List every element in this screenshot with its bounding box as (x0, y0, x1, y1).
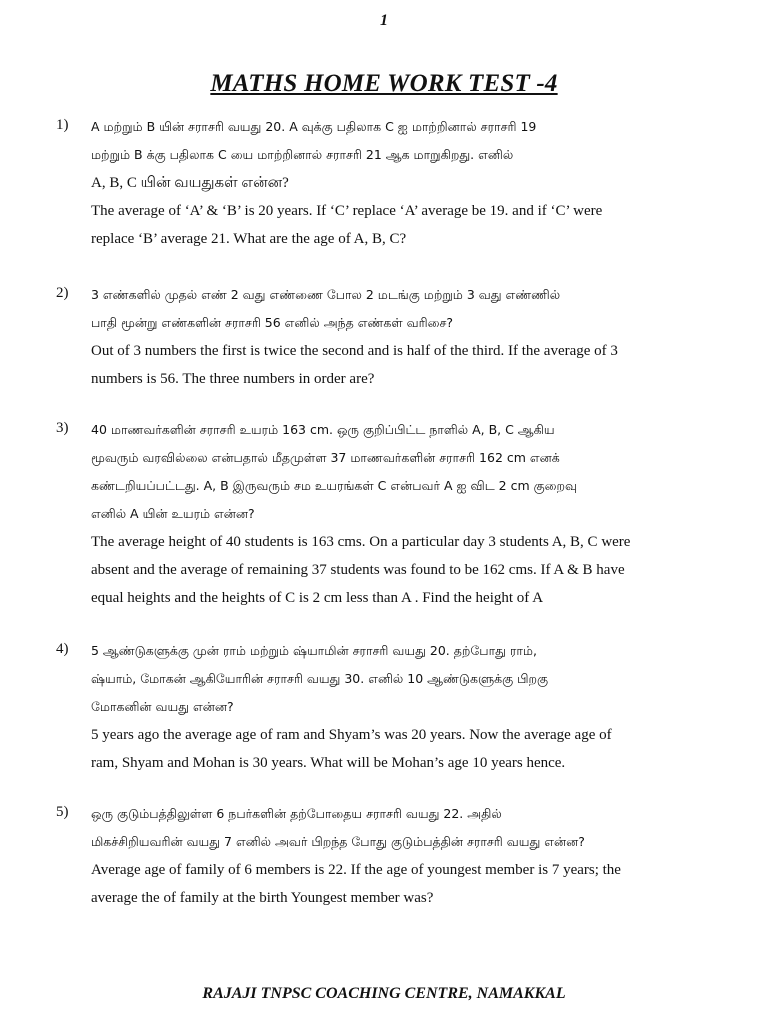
question-tamil-line: மூவரும் வரவில்லை என்பதால் மீதமுள்ள 37 மாணவர்களின் சராசரி 162 cm எனக் (91, 450, 560, 465)
question-number: 2) (56, 285, 69, 301)
question-tamil-line: பாதி மூன்று எண்களின் சராசரி 56 எனில் அந்த எண்கள் வரிசை? (91, 315, 454, 330)
question-tamil-line: 40 மாணவர்களின் சராசரி உயரம் 163 cm. ஒரு குறிப்பிட்ட நாளில் A, B, C ஆகிய (91, 422, 555, 437)
question-tamil-line: கண்டறியப்பட்டது. A, B இருவரும் சம உயரங்கள் C என்பவர் A ஐ விட 2 cm குறைவு (91, 478, 577, 493)
question-english-line: equal heights and the heights of C is 2 cm less than A . Find the height of A (91, 590, 544, 606)
question-3 (56, 416, 656, 612)
question-tamil-line: ஷ்யாம், மோகன் ஆகியோரின் சராசரி வயது 30. எனில் 10 ஆண்டுகளுக்கு பிறகு (91, 671, 549, 686)
question-english-line: absent and the average of remaining 37 students was found to be 162 cms. If A & B have (91, 562, 625, 578)
question-tamil-line: மற்றும் B க்கு பதிலாக C யை மாற்றினால் சராசரி 21 ஆக மாறுகிறது. எனில் (91, 147, 514, 162)
document-title: MATHS HOME WORK TEST -4 (210, 70, 558, 97)
question-english-line: ram, Shyam and Mohan is 30 years. What will be Mohan’s age 10 years hence. (91, 755, 566, 771)
question-english-line: The average of ‘A’ & ‘B’ is 20 years. If ‘C’ replace ‘A’ average be 19. and if ‘C’ were (91, 203, 603, 219)
question-4 (56, 637, 656, 777)
question-tamil-line: 5 ஆண்டுகளுக்கு முன் ராம் மற்றும் ஷ்யாமின் சராசரி வயது 20. தற்போது ராம், (91, 643, 537, 658)
question-tamil-line: 3 எண்களில் முதல் எண் 2 வது எண்ணை போல 2 மடங்கு மற்றும் 3 வது எண்ணில் (91, 287, 561, 302)
page-number: 1 (380, 12, 388, 29)
question-tamil-line: ஒரு குடும்பத்திலுள்ள 6 நபர்களின் தற்போதைய சராசரி வயது 22. அதில் (91, 806, 502, 821)
question-5 (56, 800, 656, 912)
question-english-line: 5 years ago the average age of ram and Shyam’s was 20 years. Now the average age of (91, 727, 612, 743)
question-number: 1) (56, 117, 69, 133)
question-english-line: Average age of family of 6 members is 22. If the age of youngest member is 7 years; the (91, 862, 621, 878)
question-english-line: Out of 3 numbers the first is twice the second and is half of the third. If the average of 3 (91, 343, 618, 359)
question-english-line: The average height of 40 students is 163 cms. On a particular day 3 students A, B, C were (91, 534, 631, 550)
question-number: 3) (56, 420, 69, 436)
question-tamil-line: A, B, C யின் வயதுகள் என்ன? (91, 175, 289, 191)
question-tamil-line: மோகனின் வயது என்ன? (91, 699, 234, 714)
page-footer: RAJAJI TNPSC COACHING CENTRE, NAMAKKAL (202, 985, 566, 1002)
question-tamil-line: A மற்றும் B யின் சராசரி வயது 20. A வுக்கு பதிலாக C ஐ மாற்றினால் சராசரி 19 (91, 119, 537, 134)
question-tamil-line: மிகச்சிறியவரின் வயது 7 எனில் அவர் பிறந்த போது குடும்பத்தின் சராசரி வயது என்ன? (91, 834, 585, 849)
question-tamil-line: எனில் A யின் உயரம் என்ன? (91, 506, 255, 521)
question-english-line: numbers is 56. The three numbers in order are? (91, 371, 375, 387)
question-2 (56, 281, 656, 393)
question-english-line: replace ‘B’ average 21. What are the age of A, B, C? (91, 231, 407, 247)
question-1 (56, 113, 656, 253)
question-number: 4) (56, 641, 69, 657)
question-english-line: average the of family at the birth Youngest member was? (91, 890, 434, 906)
question-number: 5) (56, 804, 69, 820)
